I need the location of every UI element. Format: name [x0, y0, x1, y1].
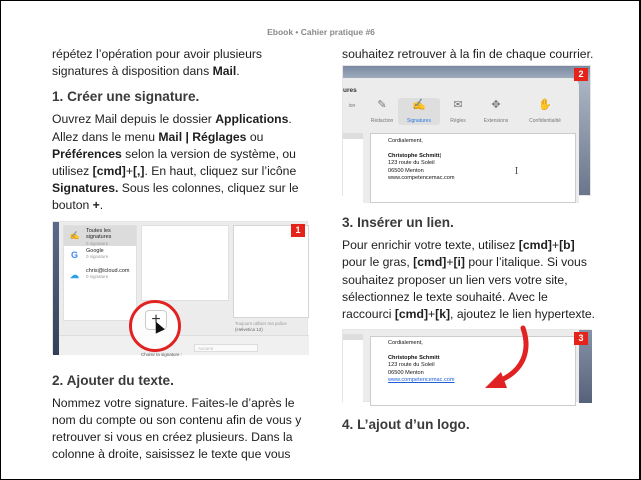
text: Pour enrichir votre texte, utilisez: [342, 238, 519, 253]
signature-greeting: Cordialement,: [388, 138, 423, 145]
bold-text: Applications: [215, 112, 289, 127]
signatures-list: [141, 225, 229, 301]
text: pour le gras,: [342, 255, 414, 270]
signature-website-link[interactable]: www.competencemac.com: [388, 377, 455, 384]
account-count: 0 signature: [86, 274, 109, 280]
right-column: [342, 46, 597, 433]
tab-label: Rédaction: [370, 118, 394, 125]
settings-window: [343, 78, 579, 203]
option-label: Toujours utiliser ma police: [235, 320, 287, 326]
bold-text: [b]: [559, 238, 575, 253]
text: selon la version de système, ou utilisez: [52, 146, 296, 179]
screenshot-signatures-pane: [52, 221, 308, 357]
text: , ajoutez le lien hypertexte.: [450, 307, 596, 322]
text: répétez l’opération pour avoir plusieurs signatures à disposition dans: [52, 47, 263, 79]
red-arrow-icon: [471, 326, 541, 396]
account-name: chris@icloud.com: [86, 267, 130, 274]
option-font: (Helvetica 12): [235, 326, 263, 332]
tab-label: Signatures: [407, 118, 431, 125]
tab-redaction[interactable]: [365, 98, 399, 125]
accounts-list: [63, 225, 137, 321]
bold-text: [i]: [453, 255, 465, 270]
step-badge: 1: [291, 224, 305, 237]
signature-icon: ✍: [69, 230, 80, 240]
name-text: Christophe Schmitt: [388, 152, 440, 159]
extensions-icon: ✥: [491, 99, 501, 112]
section-heading-2: 2. Ajouter du texte.: [52, 372, 174, 388]
signature-editor[interactable]: [370, 133, 576, 203]
left-column: [52, 46, 312, 463]
step-badge: 3: [574, 332, 588, 345]
text: ou: [246, 129, 264, 144]
screenshot-mail-settings: [342, 65, 591, 196]
bold-text: [cmd]: [394, 307, 429, 322]
bold-text: +: [92, 198, 100, 213]
section-heading-4: 4. L’ajout d’un logo.: [342, 417, 470, 433]
text: Sous les colonnes, cliquez sur le bouton: [52, 181, 299, 213]
compose-icon: ✎: [377, 99, 387, 112]
signature-list-pane: [343, 133, 363, 203]
bold-text: Mail | Réglages: [158, 129, 247, 144]
bold-text: Signatures.: [52, 181, 119, 196]
settings-toolbar: [343, 98, 579, 126]
choose-signature-label: Choisir la signature :: [141, 351, 183, 357]
text: +: [428, 307, 436, 322]
page-header-title: Ebook • Cahier pratique #6: [267, 27, 375, 37]
account-item-google[interactable]: [64, 246, 136, 266]
section2-paragraph: Nommez votre signature. Faites-le d’après le nom du compte ou son contenu afin de vous y retrouver si vous en créez plusieurs. Dans la colonne à droite, saisissez le texte que vous: [52, 395, 302, 462]
bottom-bar: [59, 335, 309, 355]
signature-name: Christophe Schmitt: [388, 354, 440, 361]
ebook-page: [1, 1, 639, 479]
tab-confidentialite[interactable]: [520, 98, 570, 125]
bold-text: [k]: [435, 307, 451, 322]
section3-paragraph: [342, 237, 597, 323]
signature-greeting: Cordialement,: [388, 340, 423, 347]
bold-text: [cmd]: [413, 255, 447, 270]
signature-street: 123 route du Soleil: [388, 160, 435, 167]
choose-signature-select[interactable]: Aucune: [194, 344, 258, 352]
signature-name: Christophe Schmitt|: [388, 152, 442, 159]
tab-label: Règles: [450, 118, 466, 125]
tab-signatures[interactable]: [398, 98, 440, 125]
signature-city: 06500 Menton: [388, 167, 424, 174]
text: . Allez dans le menu: [52, 112, 292, 144]
section-heading-3: 3. Insérer un lien.: [342, 215, 454, 231]
account-count: 0 signature: [86, 254, 109, 260]
continuation-paragraph: souhaitez retrouver à la fin de chaque courrier.: [342, 47, 594, 61]
signature-city: 06500 Menton: [388, 369, 424, 376]
bold-text: [,]: [132, 164, 145, 179]
bold-text: [cmd]: [518, 238, 552, 253]
tab-extensions[interactable]: [477, 98, 515, 125]
text: +: [125, 164, 133, 179]
font-option[interactable]: [235, 321, 287, 333]
screenshot-link-inserted: [342, 329, 591, 402]
tab-partial[interactable]: [343, 98, 361, 125]
tab-label: ion: [348, 103, 356, 110]
step-badge: 2: [574, 68, 588, 81]
account-count: 0 signature: [86, 240, 109, 246]
google-icon: G: [70, 249, 78, 260]
account-name: Google: [86, 247, 104, 254]
signature-icon: ✍: [412, 99, 426, 112]
text: pour l’italique. Si vous souhaitez proposer un lien vers votre site, sélectionnez le texte souhaité. Avec le raccourci: [342, 255, 587, 322]
window-title: ures: [343, 87, 357, 95]
text: .: [236, 64, 240, 79]
intro-paragraph: [52, 46, 312, 80]
rules-icon: ✉: [453, 99, 463, 112]
signature-editor[interactable]: [233, 225, 309, 318]
signature-website: www.competencemac.com: [388, 175, 455, 182]
section1-paragraph: [52, 111, 312, 214]
bold-text: Préférences: [52, 146, 122, 161]
tab-regles[interactable]: [443, 98, 473, 125]
account-item-all[interactable]: [64, 226, 136, 246]
account-name: Toutes les signatures: [86, 227, 112, 241]
signature-list-pane: [343, 334, 363, 404]
text: Ouvrez Mail depuis le dossier: [52, 112, 216, 127]
text-cursor-icon: Ｉ: [512, 166, 522, 177]
text: +: [446, 255, 454, 270]
tab-label: Confidentialité: [529, 118, 561, 125]
bold-text: Mail: [212, 64, 237, 79]
text: . En haut, cliquez sur l’icône: [144, 164, 297, 179]
section-heading-1: 1. Créer une signature.: [52, 89, 200, 105]
icloud-icon: ☁: [70, 269, 79, 280]
text: .: [99, 198, 104, 213]
signature-street: 123 route du Soleil: [388, 362, 435, 369]
tab-label: Extensions: [483, 118, 509, 125]
bold-text: [cmd]: [92, 164, 126, 179]
privacy-icon: ✋: [538, 99, 552, 112]
account-item-icloud[interactable]: [64, 266, 136, 286]
add-signature-button[interactable]: +: [145, 310, 167, 330]
text: +: [551, 238, 560, 253]
